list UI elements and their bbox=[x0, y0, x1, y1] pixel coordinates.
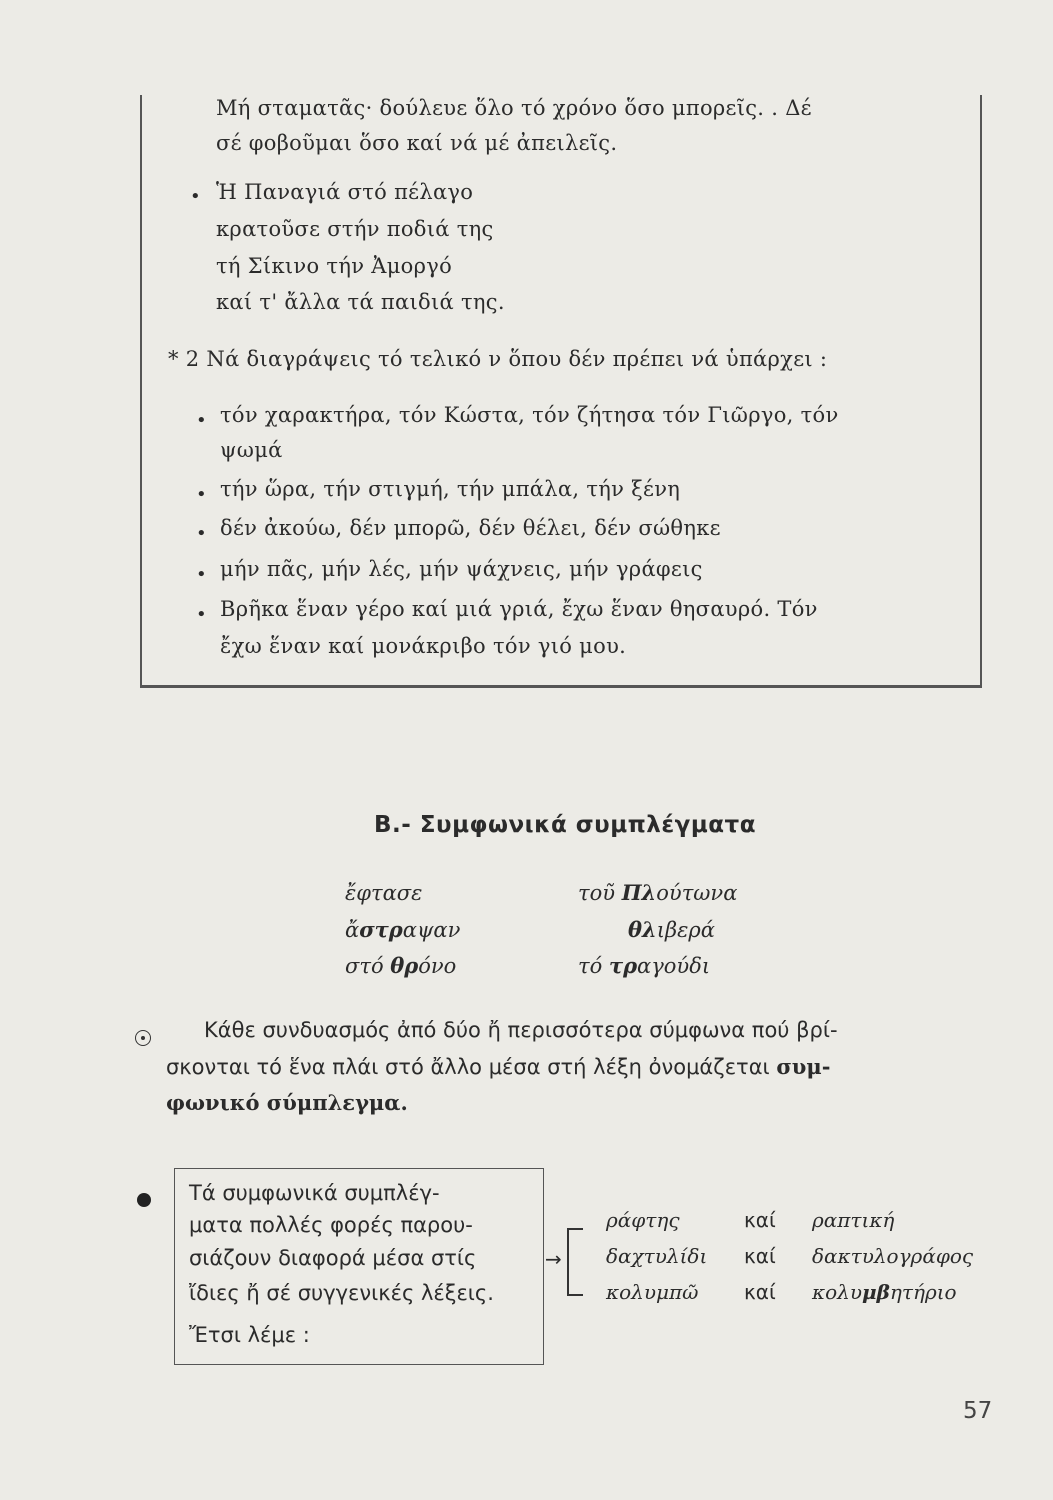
word-right: κολυμβητήριο bbox=[812, 1280, 957, 1304]
target-bullet-icon bbox=[135, 1030, 151, 1046]
definition-line-1: Κάθε συνδυασμός ἀπό δύο ἤ περισσότερα σύμφωνα πού βρί- bbox=[204, 1018, 838, 1042]
bullet: • bbox=[196, 523, 207, 544]
example-word: στό θρόνο bbox=[345, 953, 457, 978]
note-line-2: ματα πολλές φορές παρου- bbox=[189, 1213, 473, 1237]
bullet: • bbox=[196, 604, 207, 625]
poem-line-3: τή Σίκινο τήν Ἀμοργό bbox=[216, 254, 453, 278]
intro-line-2: σέ φοβοῦμαι ὅσο καί νά μέ ἀπειλεῖς. bbox=[216, 131, 618, 155]
exercise-2-item-2: τήν ὥρα, τήν στιγμή, τήν μπάλα, τήν ξένη bbox=[220, 477, 681, 501]
poem-line-1: Ἡ Παναγιά στό πέλαγο bbox=[216, 180, 474, 204]
word-right: δακτυλογράφος bbox=[812, 1244, 974, 1268]
example-word: ἄστραψαν bbox=[345, 917, 461, 942]
exercise-2-item-5: Βρῆκα ἕναν γέρο καί μιά γριά, ἔχω ἕναν θησαυρό. Τόν bbox=[220, 597, 818, 621]
arrow-right-icon: → bbox=[545, 1247, 562, 1271]
note-line-5: Ἔτσι λέμε : bbox=[189, 1323, 310, 1347]
section-title: Β.- Συμφωνικά συμπλέγματα bbox=[374, 812, 757, 838]
bullet: • bbox=[190, 186, 201, 207]
bullet: • bbox=[196, 484, 207, 505]
definition-line-2: σκονται τό ἕνα πλάι στό ἄλλο μέσα στή λέξη ὀνομάζεται συμ- bbox=[166, 1054, 831, 1079]
exercise-2-item-1-cont: ψωμά bbox=[220, 438, 283, 462]
poem-line-4: καί τ' ἄλλα τά παιδιά της. bbox=[216, 290, 505, 314]
exercise-2-heading: * 2 Νά διαγράψεις τό τελικό ν ὅπου δέν πρέπει νά ὑπάρχει : bbox=[168, 347, 828, 371]
definition-line-3: φωνικό σύμπλεγμα. bbox=[166, 1090, 408, 1115]
bracket bbox=[567, 1228, 583, 1296]
example-word: τοῦ Πλούτωνα bbox=[578, 880, 738, 905]
bullet: • bbox=[196, 564, 207, 585]
word-right: ραπτική bbox=[812, 1208, 895, 1232]
note-line-4: ἴδιες ἤ σέ συγγενικές λέξεις. bbox=[189, 1281, 494, 1305]
example-word: ἔφτασε bbox=[345, 881, 423, 905]
exercise-2-item-4: μήν πᾶς, μήν λές, μήν ψάχνεις, μήν γράφεις bbox=[220, 557, 703, 581]
exercise-2-item-5-cont: ἔχω ἕναν καί μονάκριβο τόν γιό μου. bbox=[220, 634, 627, 658]
exercise-2-item-1: τόν χαρακτήρα, τόν Κώστα, τόν ζήτησα τόν Γιῶργο, τόν bbox=[220, 403, 839, 427]
example-word: τό τραγούδι bbox=[578, 953, 711, 978]
exercise-2-item-3: δέν ἀκούω, δέν μπορῶ, δέν θέλει, δέν σώθηκε bbox=[220, 516, 721, 540]
example-word: θλιβερά bbox=[628, 917, 715, 942]
bullet-dot-icon bbox=[137, 1193, 151, 1207]
word-joiner: καί bbox=[744, 1244, 776, 1268]
word-joiner: καί bbox=[744, 1208, 776, 1232]
word-joiner: καί bbox=[744, 1280, 776, 1304]
intro-line-1: Μή σταματᾶς· δούλευε ὅλο τό χρόνο ὅσο μπορεῖς. . Δέ bbox=[216, 96, 812, 120]
word-left: ράφτης bbox=[606, 1208, 680, 1232]
word-left: δαχτυλίδι bbox=[606, 1244, 708, 1268]
note-line-3: σιάζουν διαφορά μέσα στίς bbox=[189, 1246, 477, 1270]
word-left: κολυμπῶ bbox=[606, 1280, 699, 1304]
note-line-1: Τά συμφωνικά συμπλέγ- bbox=[189, 1181, 440, 1205]
page-number: 57 bbox=[963, 1398, 993, 1424]
poem-line-2: κρατοῦσε στήν ποδιά της bbox=[216, 217, 494, 241]
bullet: • bbox=[196, 410, 207, 431]
